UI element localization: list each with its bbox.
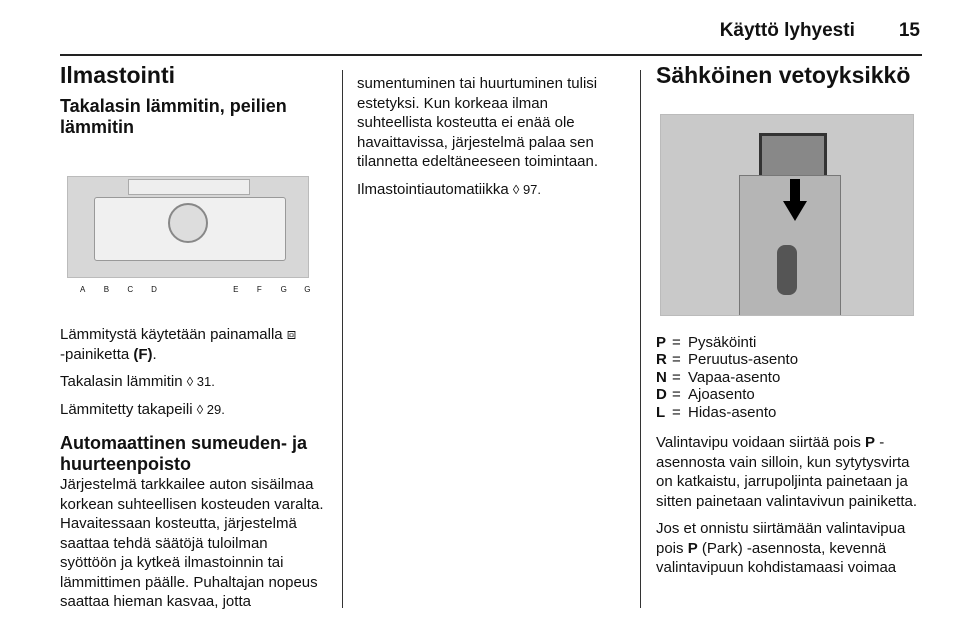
column-3: [656, 62, 924, 586]
gear-selector-figure: [660, 114, 914, 316]
gear-key: P: [656, 333, 667, 351]
column-divider: [640, 70, 641, 608]
climate-panel-figure: [67, 176, 309, 278]
section-title: Ilmastointi: [60, 62, 176, 88]
callout-c: C: [127, 284, 134, 294]
callout-e: E: [233, 284, 239, 294]
page-reference[interactable]: ◊ 97.: [512, 181, 542, 197]
gear-eq: =: [672, 403, 681, 421]
gear-desc: Ajoasento: [688, 386, 755, 403]
page-reference[interactable]: ◊ 31.: [186, 374, 215, 389]
arrow-down-icon: [783, 201, 807, 221]
callout-d: D: [151, 284, 157, 294]
page-number: 15: [898, 20, 920, 41]
gear-desc: Peruutus-asento: [688, 351, 799, 368]
gear-eq: =: [672, 333, 681, 351]
paragraph: Lämmitystä käytetään painamalla ⧈ -painiketta (F).: [60, 326, 297, 363]
gear-key: D: [656, 386, 667, 403]
subsection-title: Automaattinen sumeuden- ja huurteenpoisto: [60, 433, 308, 474]
gear-eq: =: [672, 386, 681, 403]
column-2: [357, 74, 627, 207]
figure-display: [128, 179, 250, 195]
gear-eq: =: [672, 368, 681, 386]
gear-desc: Vapaa-asento: [688, 368, 781, 386]
column-divider: [342, 70, 343, 608]
paragraph: Järjestelmä tarkkailee auton sisäilmaa korkean suhteellisen kosteuden varalta. Havaitessaan kosteutta, järjestelmä saattaa tehdä säätöjä tuloilman syöttöön ja kytkeä ilmastoinnin tai lämmittimen päälle. Puhaltajan nopeus saattaa hieman kasvaa, jotta: [60, 476, 324, 610]
gear-list: [656, 334, 924, 422]
header-rule: [60, 54, 922, 56]
figure-screen: [759, 133, 827, 179]
arrow-shaft: [790, 179, 800, 203]
paragraph: sumentuminen tai huurtuminen tulisi estetyksi. Kun korkeaa ilman suhteellista kosteutta ei enää ole havaittavissa, järjestelmä palaa sen tilannetta edeltäneeseen toimintaan.: [357, 75, 599, 170]
gear-desc: Hidas-asento: [688, 403, 777, 421]
page-header: [720, 20, 920, 42]
page-reference[interactable]: ◊ 29.: [196, 401, 225, 417]
column-1: [60, 62, 328, 620]
gear-key: N: [656, 368, 667, 386]
callout-a: A: [80, 284, 86, 294]
paragraph: Valintavipu voidaan siirtää pois P -asennosta vain silloin, kun sytytysvirta on katkaistu, jarrupoljinta painetaan ja sitten painetaan valintavivun painiketta.: [656, 434, 918, 510]
callout-g2: G: [304, 284, 311, 294]
figure-callouts: [80, 280, 328, 300]
header-title: Käyttö lyhyesti: [719, 20, 855, 41]
gear-lever: [777, 245, 797, 295]
callout-b: B: [103, 284, 110, 294]
paragraph: Takalasin lämmitin ◊ 31.: [60, 373, 215, 390]
rear-defrost-icon: ⧈: [286, 326, 297, 343]
gear-key: L: [656, 403, 666, 421]
section-title: Sähköinen vetoyksikkö: [656, 62, 911, 88]
callout-g1: G: [280, 284, 287, 294]
paragraph: Jos et onnistu siirtämään valintavipua pois P (Park) -asennosta, kevennä valintavipuun kohdistamaasi voimaa: [656, 520, 906, 576]
gear-eq: =: [672, 351, 681, 368]
subsection-title: Takalasin lämmitin, peilien lämmitin: [60, 95, 287, 137]
callout-f: F: [256, 284, 262, 294]
paragraph: Lämmitetty takapeili ◊ 29.: [60, 400, 225, 418]
paragraph: Ilmastointiautomatiikka ◊ 97.: [357, 180, 542, 198]
figure-knob: [168, 203, 208, 243]
gear-desc: Pysäköinti: [688, 333, 757, 351]
gear-key: R: [656, 351, 667, 368]
